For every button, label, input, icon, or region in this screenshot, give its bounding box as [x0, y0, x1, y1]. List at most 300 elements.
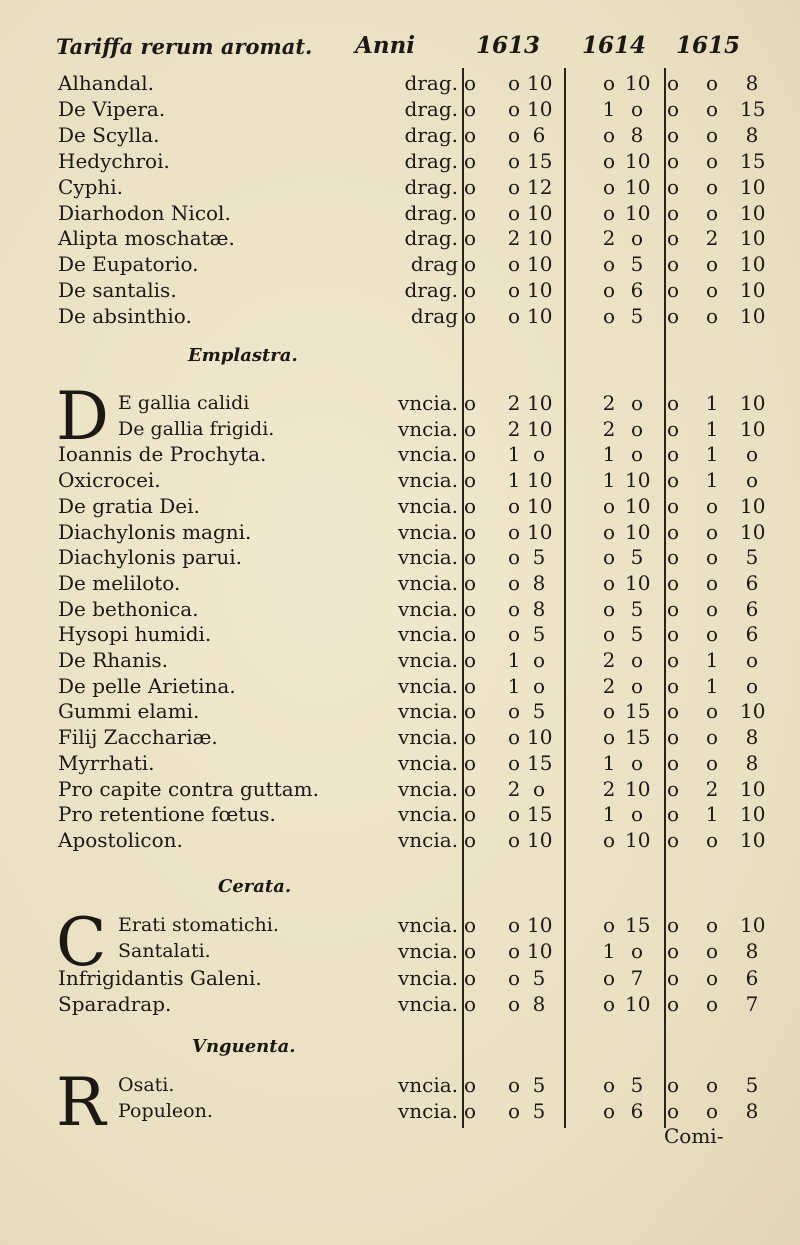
price-cell: o — [507, 148, 521, 173]
drop-cap: C — [56, 904, 107, 981]
unit-label: vncia. — [397, 391, 458, 415]
item-name: Santalati. — [118, 940, 211, 963]
price-cell: 10 — [527, 468, 553, 493]
price-cell: 6 — [745, 622, 759, 647]
price-cell: o — [463, 939, 477, 964]
price-cell: 15 — [625, 725, 651, 750]
price-cell: 5 — [745, 545, 759, 570]
section-heading-emplastra: Emplastra. — [188, 345, 298, 366]
price-cell: 5 — [532, 965, 546, 990]
price-cell: o — [705, 96, 719, 121]
price-cell: o — [602, 1099, 616, 1123]
item-name: De meliloto. — [58, 570, 181, 595]
price-cell: o — [602, 596, 616, 621]
price-cell: o — [666, 991, 680, 1016]
price-cell: 2 — [602, 391, 616, 415]
unit-label: drag. — [404, 200, 458, 225]
price-cell: o — [463, 200, 477, 225]
price-cell: o — [705, 725, 719, 750]
item-name: Populeon. — [118, 1100, 213, 1122]
unit-label: drag. — [404, 96, 458, 121]
price-cell: 6 — [745, 596, 759, 621]
table-row — [0, 544, 800, 570]
price-cell: o — [463, 1073, 477, 1097]
price-cell: o — [507, 965, 521, 990]
price-cell: o — [463, 596, 477, 621]
price-cell: 15 — [527, 802, 553, 827]
price-cell: 1 — [602, 96, 616, 121]
section-heading-vnguenta: Vnguenta. — [192, 1036, 296, 1057]
price-cell: 10 — [527, 278, 553, 303]
price-cell: o — [630, 442, 644, 467]
price-cell: o — [666, 122, 680, 147]
price-cell: o — [705, 750, 719, 775]
price-cell: 10 — [527, 493, 553, 518]
price-cell: 5 — [630, 545, 644, 570]
price-cell: o — [705, 200, 719, 225]
price-cell: o — [602, 493, 616, 518]
unit-label: vncia. — [397, 596, 458, 621]
price-cell: o — [463, 827, 477, 852]
price-cell: o — [463, 278, 477, 303]
price-cell: o — [463, 991, 477, 1016]
price-cell: o — [630, 648, 644, 672]
price-cell: 10 — [527, 913, 553, 937]
price-cell: 1 — [602, 750, 616, 775]
price-cell: o — [602, 71, 616, 95]
unit-label: vncia. — [397, 570, 458, 595]
price-cell: 10 — [527, 725, 553, 750]
table-row — [0, 174, 800, 200]
price-cell: 10 — [740, 278, 766, 303]
price-cell: 5 — [532, 622, 546, 647]
price-cell: o — [463, 96, 477, 121]
price-cell: o — [463, 493, 477, 518]
table-row — [0, 416, 800, 442]
price-cell: o — [463, 622, 477, 647]
price-cell: 1 — [705, 391, 719, 415]
price-cell: o — [630, 939, 644, 964]
unit-label: vncia. — [397, 965, 458, 990]
unit-label: vncia. — [397, 442, 458, 467]
price-cell: o — [463, 750, 477, 775]
price-cell: o — [463, 122, 477, 147]
price-cell: 1 — [602, 802, 616, 827]
price-cell: 10 — [527, 304, 553, 329]
table-row — [0, 467, 800, 493]
price-cell: o — [507, 802, 521, 827]
table-row — [0, 673, 800, 699]
item-name: De Vipera. — [58, 96, 166, 121]
price-cell: o — [507, 252, 521, 277]
unit-label: vncia. — [397, 545, 458, 570]
unit-label: vncia. — [397, 673, 458, 698]
price-cell: o — [630, 802, 644, 827]
price-cell: o — [602, 148, 616, 173]
item-name: Ioannis de Prochyta. — [58, 442, 267, 467]
item-name: Diarhodon Nicol. — [58, 200, 231, 225]
price-cell: 12 — [527, 174, 553, 199]
price-cell: o — [705, 913, 719, 937]
item-name: Gummi elami. — [58, 699, 200, 724]
price-cell: 1 — [705, 416, 719, 441]
price-cell: o — [507, 725, 521, 750]
price-cell: 2 — [507, 416, 521, 441]
item-name: Diachylonis magni. — [58, 519, 252, 544]
price-cell: o — [463, 673, 477, 698]
price-cell: o — [666, 776, 680, 801]
price-cell: o — [463, 545, 477, 570]
unit-label: vncia. — [397, 939, 458, 964]
price-cell: o — [463, 725, 477, 750]
unit-label: vncia. — [397, 648, 458, 672]
price-cell: 5 — [532, 545, 546, 570]
price-cell: o — [602, 200, 616, 225]
price-cell: o — [666, 226, 680, 251]
price-cell: 8 — [745, 725, 759, 750]
item-name: Alipta moschatæ. — [58, 226, 235, 251]
price-cell: o — [666, 71, 680, 95]
table-row — [0, 1072, 800, 1098]
price-cell: 7 — [745, 991, 759, 1016]
price-cell: o — [463, 416, 477, 441]
unit-label: vncia. — [397, 776, 458, 801]
table-row — [0, 519, 800, 545]
price-cell: o — [705, 1099, 719, 1123]
price-cell: o — [507, 200, 521, 225]
table-row — [0, 991, 800, 1017]
unit-label: vncia. — [397, 1099, 458, 1123]
price-cell: 10 — [625, 200, 651, 225]
table-row — [0, 827, 800, 853]
price-cell: 10 — [625, 71, 651, 95]
table-row — [0, 621, 800, 647]
price-cell: o — [463, 965, 477, 990]
price-cell: o — [463, 519, 477, 544]
unit-label: drag. — [404, 226, 458, 251]
price-cell: o — [602, 827, 616, 852]
price-cell: 10 — [625, 174, 651, 199]
price-cell: o — [463, 913, 477, 937]
price-cell: 10 — [625, 519, 651, 544]
price-cell: o — [705, 278, 719, 303]
price-cell: 6 — [745, 965, 759, 990]
price-cell: 10 — [740, 913, 766, 937]
price-cell: o — [602, 570, 616, 595]
price-cell: o — [745, 442, 759, 467]
price-cell: 2 — [507, 391, 521, 415]
price-cell: 8 — [745, 1099, 759, 1123]
price-cell: o — [602, 725, 616, 750]
price-cell: 10 — [527, 416, 553, 441]
price-cell: 10 — [625, 570, 651, 595]
price-cell: o — [666, 1099, 680, 1123]
table-row — [0, 303, 800, 329]
price-cell: o — [602, 545, 616, 570]
price-cell: o — [630, 226, 644, 251]
item-name: Diachylonis parui. — [58, 545, 242, 570]
price-cell: o — [602, 699, 616, 724]
price-cell: o — [666, 673, 680, 698]
unit-label: vncia. — [397, 622, 458, 647]
catchword: Comi- — [664, 1124, 724, 1148]
price-cell: 1 — [705, 468, 719, 493]
price-cell: o — [463, 252, 477, 277]
drop-cap: R — [56, 1064, 106, 1141]
year-1613: 1613 — [476, 32, 541, 59]
price-cell: o — [602, 519, 616, 544]
price-cell: o — [666, 648, 680, 672]
price-cell: 5 — [630, 596, 644, 621]
price-cell: 1 — [705, 648, 719, 672]
anni-label: Anni — [355, 32, 416, 59]
table-row — [0, 1098, 800, 1124]
price-cell: 10 — [527, 827, 553, 852]
price-cell: 6 — [532, 122, 546, 147]
item-name: Oxicrocei. — [58, 468, 161, 493]
price-cell: 10 — [527, 391, 553, 415]
price-cell: 2 — [507, 226, 521, 251]
price-cell: o — [630, 416, 644, 441]
item-name: De pelle Arietina. — [58, 673, 236, 698]
price-cell: o — [507, 827, 521, 852]
unit-label: vncia. — [397, 699, 458, 724]
unit-label: vncia. — [397, 913, 458, 937]
running-header — [0, 30, 800, 64]
item-name: Hysopi humidi. — [58, 622, 212, 647]
price-cell: o — [666, 174, 680, 199]
price-cell: o — [532, 648, 546, 672]
price-cell: o — [705, 174, 719, 199]
price-cell: o — [602, 965, 616, 990]
price-cell: 5 — [532, 1073, 546, 1097]
price-cell: o — [745, 648, 759, 672]
item-name: Erati stomatichi. — [118, 914, 279, 936]
price-cell: 6 — [630, 278, 644, 303]
price-cell: o — [507, 1099, 521, 1123]
price-cell: o — [630, 673, 644, 698]
table-row — [0, 698, 800, 724]
price-cell: 10 — [740, 226, 766, 251]
price-cell: 1 — [507, 442, 521, 467]
price-cell: o — [705, 519, 719, 544]
price-cell: 15 — [740, 148, 766, 173]
price-cell: o — [666, 570, 680, 595]
unit-label: vncia. — [397, 416, 458, 441]
price-cell: o — [507, 991, 521, 1016]
table-row — [0, 200, 800, 226]
unit-label: vncia. — [397, 493, 458, 518]
item-name: Hedychroi. — [58, 148, 170, 173]
price-cell: o — [602, 913, 616, 937]
item-name: Pro retentione fœtus. — [58, 802, 276, 827]
price-cell: o — [602, 1073, 616, 1097]
unit-label: vncia. — [397, 802, 458, 827]
price-cell: 2 — [602, 648, 616, 672]
price-cell: o — [666, 200, 680, 225]
price-cell: o — [463, 802, 477, 827]
price-cell: o — [745, 673, 759, 698]
table-row — [0, 148, 800, 174]
unit-label: drag. — [404, 278, 458, 303]
table-row — [0, 96, 800, 122]
price-cell: o — [705, 596, 719, 621]
price-cell: 10 — [527, 200, 553, 225]
price-cell: o — [507, 96, 521, 121]
price-cell: o — [666, 965, 680, 990]
price-cell: o — [705, 122, 719, 147]
item-name: Sparadrap. — [58, 991, 172, 1016]
price-cell: o — [705, 545, 719, 570]
price-cell: 1 — [507, 648, 521, 672]
price-cell: o — [705, 304, 719, 329]
price-cell: 10 — [740, 200, 766, 225]
price-cell: 1 — [507, 468, 521, 493]
price-cell: 15 — [740, 96, 766, 121]
price-cell: o — [630, 391, 644, 415]
table-row — [0, 570, 800, 596]
price-cell: 15 — [625, 699, 651, 724]
year-1615: 1615 — [676, 32, 741, 59]
price-cell: 10 — [740, 827, 766, 852]
price-cell: 8 — [532, 991, 546, 1016]
price-cell: o — [666, 468, 680, 493]
price-cell: o — [602, 174, 616, 199]
price-cell: o — [630, 750, 644, 775]
price-cell: o — [507, 122, 521, 147]
table-row — [0, 938, 800, 964]
price-cell: o — [507, 493, 521, 518]
price-cell: o — [705, 991, 719, 1016]
table-row — [0, 493, 800, 519]
item-name: Alhandal. — [58, 71, 155, 95]
price-cell: 8 — [630, 122, 644, 147]
price-cell: o — [532, 673, 546, 698]
price-cell: o — [666, 1073, 680, 1097]
price-cell: o — [602, 622, 616, 647]
price-cell: o — [463, 468, 477, 493]
price-cell: o — [705, 252, 719, 277]
price-cell: o — [463, 174, 477, 199]
price-cell: o — [666, 699, 680, 724]
item-name: Filij Zacchariæ. — [58, 725, 218, 750]
price-cell: o — [507, 750, 521, 775]
year-1614: 1614 — [582, 32, 647, 59]
price-cell: o — [666, 391, 680, 415]
price-cell: o — [463, 648, 477, 672]
price-cell: 10 — [625, 148, 651, 173]
price-cell: o — [666, 939, 680, 964]
price-cell: 5 — [745, 1073, 759, 1097]
price-cell: 2 — [705, 226, 719, 251]
price-cell: o — [463, 226, 477, 251]
price-cell: o — [666, 148, 680, 173]
table-row — [0, 122, 800, 148]
price-cell: o — [507, 278, 521, 303]
table-row — [0, 776, 800, 802]
price-cell: 6 — [630, 1099, 644, 1123]
price-cell: o — [666, 304, 680, 329]
price-cell: 8 — [745, 750, 759, 775]
price-cell: o — [507, 304, 521, 329]
price-cell: o — [705, 493, 719, 518]
price-cell: 10 — [527, 252, 553, 277]
price-cell: 15 — [625, 913, 651, 937]
unit-label: drag — [410, 304, 458, 329]
price-cell: o — [507, 174, 521, 199]
price-cell: o — [463, 1099, 477, 1123]
price-cell: o — [507, 699, 521, 724]
price-cell: o — [666, 416, 680, 441]
price-cell: 8 — [745, 122, 759, 147]
price-cell: o — [705, 622, 719, 647]
price-cell: o — [666, 519, 680, 544]
price-cell: 10 — [527, 96, 553, 121]
price-cell: o — [507, 622, 521, 647]
price-cell: 10 — [625, 991, 651, 1016]
price-cell: 5 — [532, 699, 546, 724]
price-cell: 5 — [630, 252, 644, 277]
price-cell: 10 — [740, 304, 766, 329]
price-cell: 10 — [625, 827, 651, 852]
price-cell: 15 — [527, 750, 553, 775]
price-cell: o — [463, 391, 477, 415]
price-cell: o — [463, 148, 477, 173]
page-title: Tariffa rerum aromat. — [56, 34, 313, 59]
price-cell: 10 — [740, 699, 766, 724]
price-cell: o — [532, 442, 546, 467]
price-cell: o — [507, 939, 521, 964]
price-cell: o — [463, 570, 477, 595]
price-cell: 2 — [602, 776, 616, 801]
price-cell: 10 — [625, 776, 651, 801]
price-cell: 10 — [740, 802, 766, 827]
item-name: De bethonica. — [58, 596, 199, 621]
price-cell: 10 — [740, 519, 766, 544]
item-name: Cyphi. — [58, 174, 124, 199]
unit-label: vncia. — [397, 991, 458, 1016]
price-cell: 10 — [527, 939, 553, 964]
price-cell: o — [666, 493, 680, 518]
price-cell: 5 — [630, 1073, 644, 1097]
price-cell: o — [463, 442, 477, 467]
item-name: De gallia frigidi. — [118, 417, 275, 440]
table-row — [0, 647, 800, 673]
table-row — [0, 441, 800, 467]
price-cell: 1 — [507, 673, 521, 698]
price-cell: o — [666, 96, 680, 121]
unit-label: vncia. — [397, 750, 458, 775]
price-cell: o — [507, 913, 521, 937]
price-cell: 8 — [532, 570, 546, 595]
item-name: Apostolicon. — [58, 827, 183, 852]
item-name: De Eupatorio. — [58, 252, 199, 277]
price-cell: o — [666, 252, 680, 277]
item-name: Myrrhati. — [58, 750, 155, 775]
price-cell: o — [705, 699, 719, 724]
price-cell: o — [463, 304, 477, 329]
section-heading-cerata: Cerata. — [218, 876, 292, 897]
item-name: De Scylla. — [58, 122, 160, 147]
item-name: De gratia Dei. — [58, 493, 200, 518]
unit-label: vncia. — [397, 827, 458, 852]
price-cell: o — [705, 570, 719, 595]
price-cell: o — [507, 1073, 521, 1097]
price-cell: 1 — [602, 939, 616, 964]
price-cell: o — [463, 776, 477, 801]
price-cell: 10 — [740, 174, 766, 199]
unit-label: drag. — [404, 71, 458, 95]
